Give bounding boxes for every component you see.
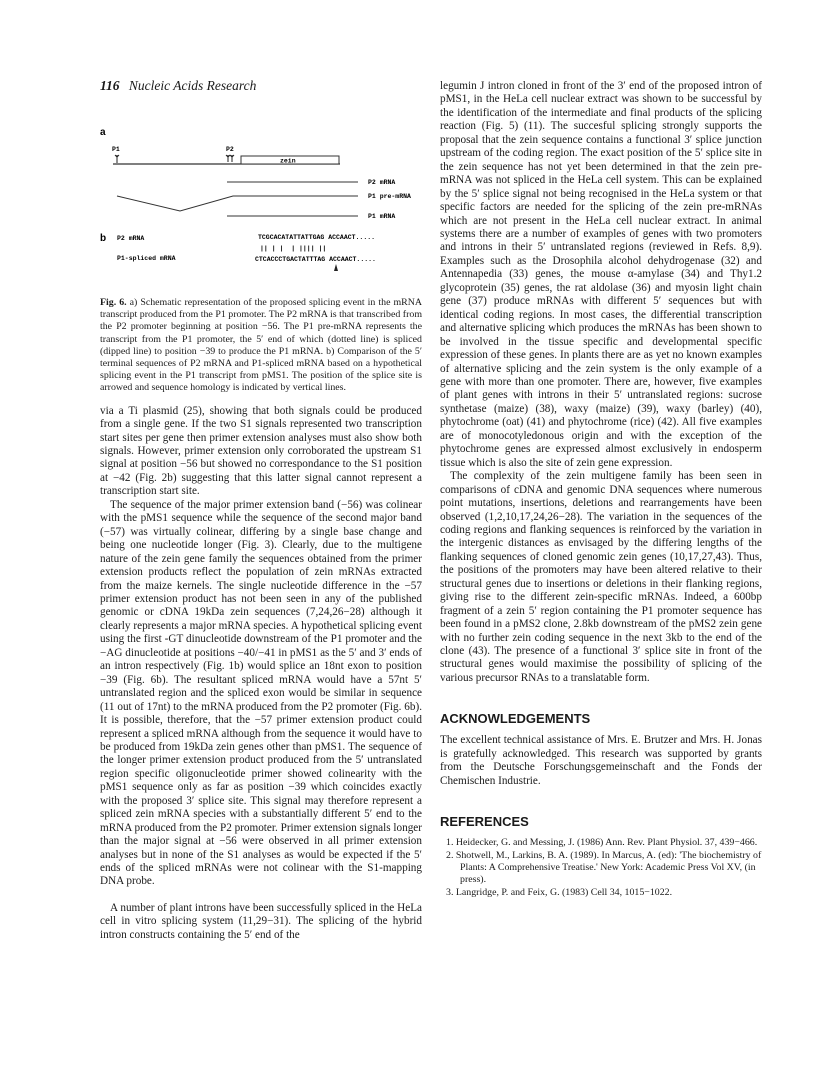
journal-name: Nucleic Acids Research xyxy=(128,78,257,93)
reference-item: 3. Langridge, P. and Feix, G. (1983) Cell 34, 1015−1022. xyxy=(446,887,673,899)
p1-pre-mrna-label: P1 pre-mRNA xyxy=(368,193,411,200)
homology-bars: || | | | |||| || xyxy=(260,245,327,252)
reference-item: 2. Shotwell, M., Larkins, B. A. (1989). In Marcus, A. (ed): 'The biochemistry of Plants: A Comprehensive Treatise.' New York: Academic Press Vol XV, (in press). xyxy=(446,850,762,886)
p1-spliced-sequence: CTCACCCTGACTATTTAG ACCAACT..... xyxy=(255,256,376,263)
panel-a-label: a xyxy=(100,127,106,138)
figure-caption xyxy=(100,297,422,395)
acknowledgements-heading: ACKNOWLEDGEMENTS xyxy=(440,711,591,727)
paragraph: via a Ti plasmid (25), showing that both signals could be produced from a single gene. If the two S1 signals represented two transcription start sites per gene then primer extension analyses must also show both signals. However, primer extension only corroborated the upstream S1 signal at position −56 but showed no correspondance to the S1 position at −42 (Fig. 2b) suggesting that this latter signal cannot represent a transcription start site. xyxy=(100,404,422,498)
p2-label: P2 xyxy=(226,146,234,153)
p2-promoter-icon xyxy=(226,155,234,162)
reference-list xyxy=(440,837,762,899)
acknowledgements-text: The excellent technical assistance of Mrs. E. Brutzer and Mrs. H. Jonas is gratefully acknowledged. This research was supported by grants from the Deutsche Forschungsgemeinschaft and the Fonds der Chemischen Industrie. xyxy=(440,734,762,787)
references-heading: REFERENCES xyxy=(440,814,529,830)
zein-label: zein xyxy=(280,157,296,165)
paragraph: The complexity of the zein multigene family has been seen in comparisons of cDNA and genomic DNA sequences where numerous point mutations, insertions, deletions and rearrangements have been observed (1,2,10,17,24,26−28). The variation in the sequences of the coding regions and flanking sequences is reinforced by the variation in the intergenic distances as envisaged by the differing lengths of the flanking sequences of cloned genomic zein genes (10,17,27,43). Thus, the positions of the promoters may have been altered relative to their structural genes due to insertions or deletions in their flanking regions, giving rise to the different zein-specific mRNAs. Indeed, a 600bp fragment of a zein 5′ region containing the P1 promoter sequence has been found in a pMS2 clone, 2.8kb downstream of the pMS2 zein gene with no further zein coding sequence in the next 3kb to the end of the clone (43). The presence of a functional 3′ splice site in front of the structural genes would maximise the possibility of splicing of the various precursor RNAs to a translatable form. xyxy=(440,470,762,684)
panel-b-label: b xyxy=(100,233,107,244)
paragraph: legumin J intron cloned in front of the 3′ end of the proposed intron of pMS1, in the HeLa cell nuclear extract was shown to be successful by the identification of the intermediate and final products of the splicing reaction (Fig. 5) (11). The succesful splicing strongly supports the proposal that the zein sequence contains a functional 3′ splice junction upstream of the coding region. The exact position of the 5′ splice site in the zein sequence has not yet been determined in that the zein pre-mRNA was not spliced in the HeLa cell system. This can be explained by the 5′ splice signal not being recognised in the HeLa system or that specific factors are needed for the splicing of the zein pre-mRNAs which are not present in the HeLa cell nuclear extract. In animal systems there are a number of examples of genes with two promoters and introns in their 5′ untranslated regions (reviewed in Refs. 8,9). Examples such as the Drosophila alcohol dehydrogenase (32) and Antennapedia (33) genes, the mouse α-amylase (34) and Thy1.2 glycoprotein (35) genes, the rat aldolase (36) and myosin light chain gene (37) produce mRNAs with different 5′ sequences but with identical coding regions. In most cases, the differential transcription and alternative splicing which produces the mRNAs has been shown to be involved in the tissue specific and developmental specific expression of these genes. In plants there are as yet no known examples of alternative splicing and the zein system is the only example of a gene with more than one promoter. There are, however, five examples of plant genes with introns in their 5′ untranslated regions: sucrose synthetase (maize) (38), waxy (maize) (39), waxy (barley) (40), phytochrome (oat) (41) and phytochrome (rice) (42). All five examples are of monocotyledonous origin and with the exception of the phytochrome genes are expressed almost exclusively in endosperm tissue which is also the site of zein gene expression. xyxy=(440,80,762,469)
p2-mrna-label: P2 mRNA xyxy=(368,179,396,186)
p1-mrna-label: P1 mRNA xyxy=(368,213,396,220)
p2-sequence: TCGCACATATTATTGAG ACCAACT..... xyxy=(258,234,376,241)
caption-text: a) Schematic representation of the proposed splicing event in the mRNA transcript produced from the P1 promoter. The P2 mRNA is that transcribed from the P2 promoter beginning at position −56. The P1 pre-mRNA represents the transcript from the P1 promoter, the 5′ end of which (dotted line) is spliced (dipped line) to position −39 to produce the P1 mRNA. b) Comparison of the 5′ terminal sequences of P2 mRNA and P1-spliced mRNA based on a hypothetical splicing event in the P1 transcript from pMS1. The position of the splice site is arrowed and sequence homology is indicated by vertical lines. xyxy=(100,297,423,394)
figure-6 xyxy=(100,125,430,295)
caption-label: Fig. 6. xyxy=(100,297,127,308)
p1-label: P1 xyxy=(112,146,120,153)
p2-mrna-seq-label: P2 mRNA xyxy=(117,235,145,242)
page-number: 116 xyxy=(100,78,120,93)
reference-item: 1. Heidecker, G. and Messing, J. (1986) Ann. Rev. Plant Physiol. 37, 439−466. xyxy=(446,837,758,849)
splice-site-arrow-icon xyxy=(334,264,338,271)
p1-spliced-seq-label: P1-spliced mRNA xyxy=(117,255,176,262)
right-column xyxy=(440,80,762,685)
right-column-wrapper xyxy=(440,80,762,900)
left-column xyxy=(100,405,422,943)
paragraph: A number of plant introns have been successfully spliced in the HeLa cell in vitro splicing system (11,29−31). The splicing of the hybrid intron constructs containing the 5′ end of the xyxy=(100,901,422,941)
p1-pre-mrna-line xyxy=(117,196,358,211)
left-column-wrapper xyxy=(100,125,422,942)
paragraph: The sequence of the major primer extension band (−56) was colinear with the pMS1 sequence while the sequence of the second major band (−57) was virtually colinear, differing by a single base change and being one nucleotide longer (Fig. 3). Clearly, due to the multigene nature of the zein gene family the sequences obtained from the primer extension products reflect the population of zein mRNAs extracted from the maize kernels. The single nucleotide difference in the −57 primer extension product has not been seen in any of the published genomic or cDNA 19kDa zein sequences (7,24,26−28) although it clearly represents a major mRNA species. A hypothetical splicing event using the first -GT dinucleotide downstream of the P1 promoter and the −AG dinucleotide at positions −40/−41 in pMS1 as the 5′ and 3′ ends of an intron respectively (Fig. 1b) would splice an 18nt exon to position −39 (Fig. 6b). The resultant spliced mRNA would have a 57nt 5′ untranslated region and the spliced exon would be similar in sequence (11 out of 17nt) to the mRNA produced from the P2 promoter (Fig. 6b). It is possible, therefore, that the −57 primer extension product could represent a spliced mRNA although from the sequence it would have to be produced from 19kDa zein genes other than pMS1. The sequence of the longer primer extension product produced from the 5′ untranslated region specific oligonucleotide primer showed colinearity with the pMS1 sequence only as far as position −39 which coincides exactly with the proposed 3′ splice site. This signal may therefore represent a spliced zein mRNA species with a substantially different 5′ end to the mRNA produced from the P2 promoter. Primer extension signals longer than the major signal at −56 were observed in all primer extension analyses but in none of the S1 analyses as would be expected if the 5′ ends of the spliced mRNAs were not colinear with the S1-mapping DNA probe. xyxy=(100,498,422,888)
running-header xyxy=(100,78,256,94)
p1-promoter-icon xyxy=(115,155,119,163)
